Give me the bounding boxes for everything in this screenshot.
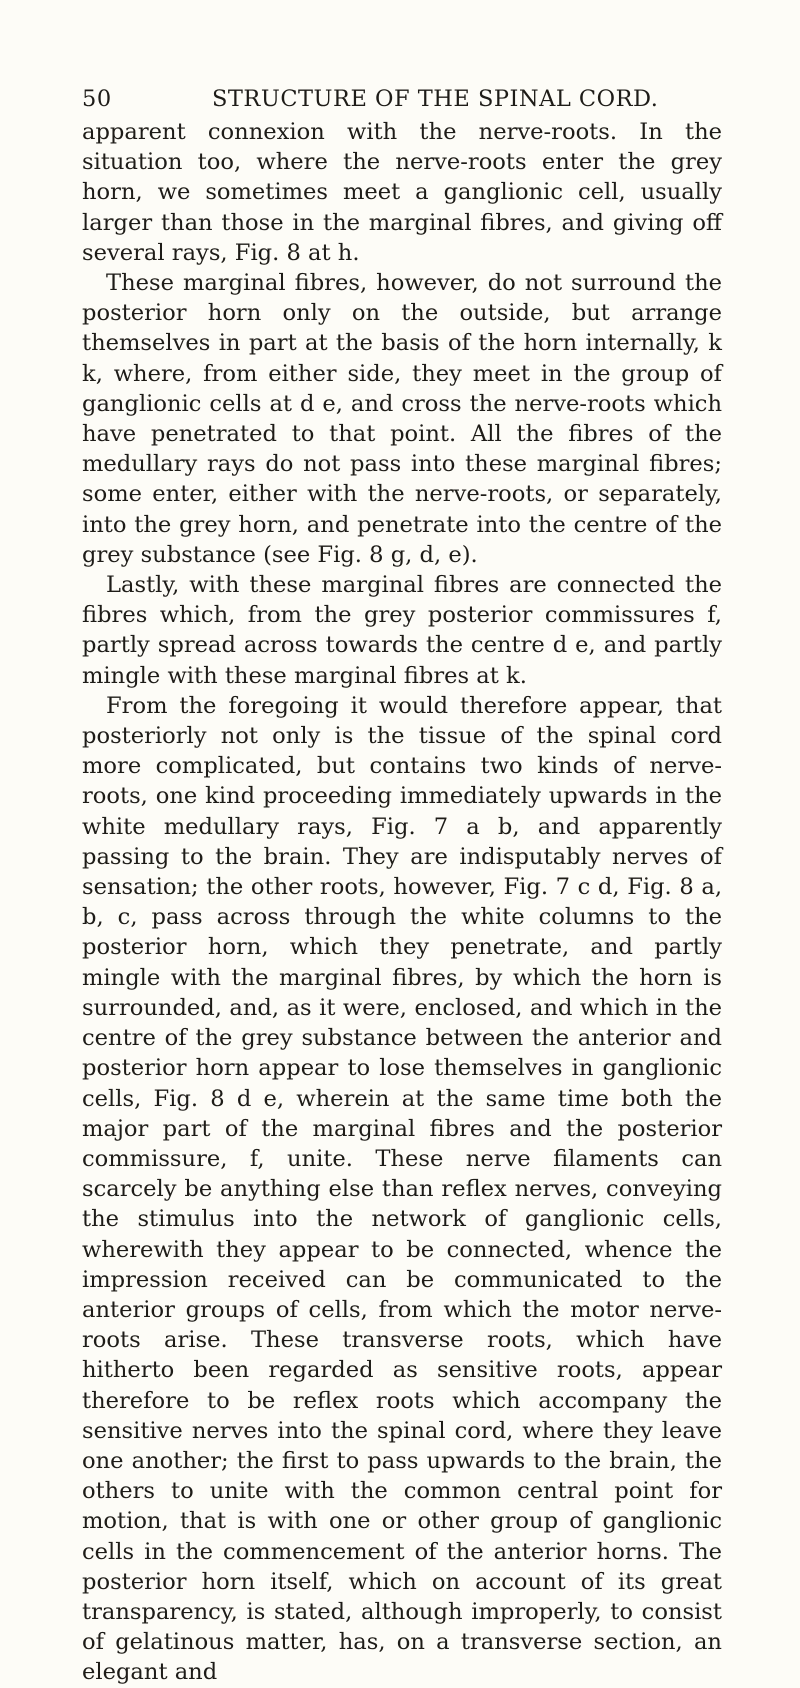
paragraph: These marginal fibres, however, do not surround the posterior horn only on the outside, but arrange themselves in part at the basis of the horn internally, k k, where, from either side, they meet in the group of ganglionic cells at d e, and cross the nerve-roots which have penetrated to that point. All the fibres of the medullary rays do not pass into these marginal fibres; some enter, either with the nerve-roots, or separately, into the grey horn, and penetrate into the centre of the grey substance (see Fig. 8 g, d, e). xyxy=(82,270,722,568)
paragraph: From the foregoing it would therefore appear, that posteriorly not only is the tissue of the spinal cord more complicated, but contains two kinds of nerve-roots, one kind proceeding immediately upwards in the white medullary rays, Fig. 7 a b, and apparently passing to the brain. They are indisputably nerves of sensation; the other roots, however, Fig. 7 c d, Fig. 8 a, b, c, pass across through the white columns to the posterior horn, which they penetrate, and partly mingle with the marginal fibres, by which the horn is surrounded, and, as it were, enclosed, and which in the centre of the grey substance between the anterior and posterior horn appear to lose themselves in ganglionic cells, Fig. 8 d e, wherein at the same time both the major part of the marginal fibres and the posterior commissure, f, unite. These nerve filaments can scarcely be anything else than reflex nerves, conveying the stimulus into the network of ganglionic cells, wherewith they appear to be connected, whence the impression received can be communicated to the anterior groups of cells, from which the motor nerve-roots arise. These transverse roots, which have hitherto been regarded as sensitive roots, appear therefore to be reflex roots which accompany the sensitive nerves into the spinal cord, where they leave one another; the first to pass upwards to the brain, the others to unite with the common central point for motion, that is with one or other group of ganglionic cells in the commencement of the anterior horns. The posterior horn itself, which on account of its great transparency, is stated, although improperly, to consist of gelatinous matter, has, on a transverse section, an elegant and xyxy=(82,692,722,1686)
paragraph: Lastly, with these marginal fibres are connected the fibres which, from the grey posterior commissures f, partly spread across towards the centre d e, and partly mingle with these marginal fibres at k. xyxy=(82,572,722,689)
running-title: STRUCTURE OF THE SPINAL CORD. xyxy=(212,86,659,112)
page-number: 50 xyxy=(82,86,112,112)
page-header xyxy=(82,86,722,112)
body-text xyxy=(82,117,722,1688)
paragraph: apparent connexion with the nerve-roots. In the situation too, where the nerve-roots enter the grey horn, we sometimes meet a ganglionic cell, usually larger than those in the marginal fibres, and giving off several rays, Fig. 8 at h. xyxy=(82,119,722,266)
